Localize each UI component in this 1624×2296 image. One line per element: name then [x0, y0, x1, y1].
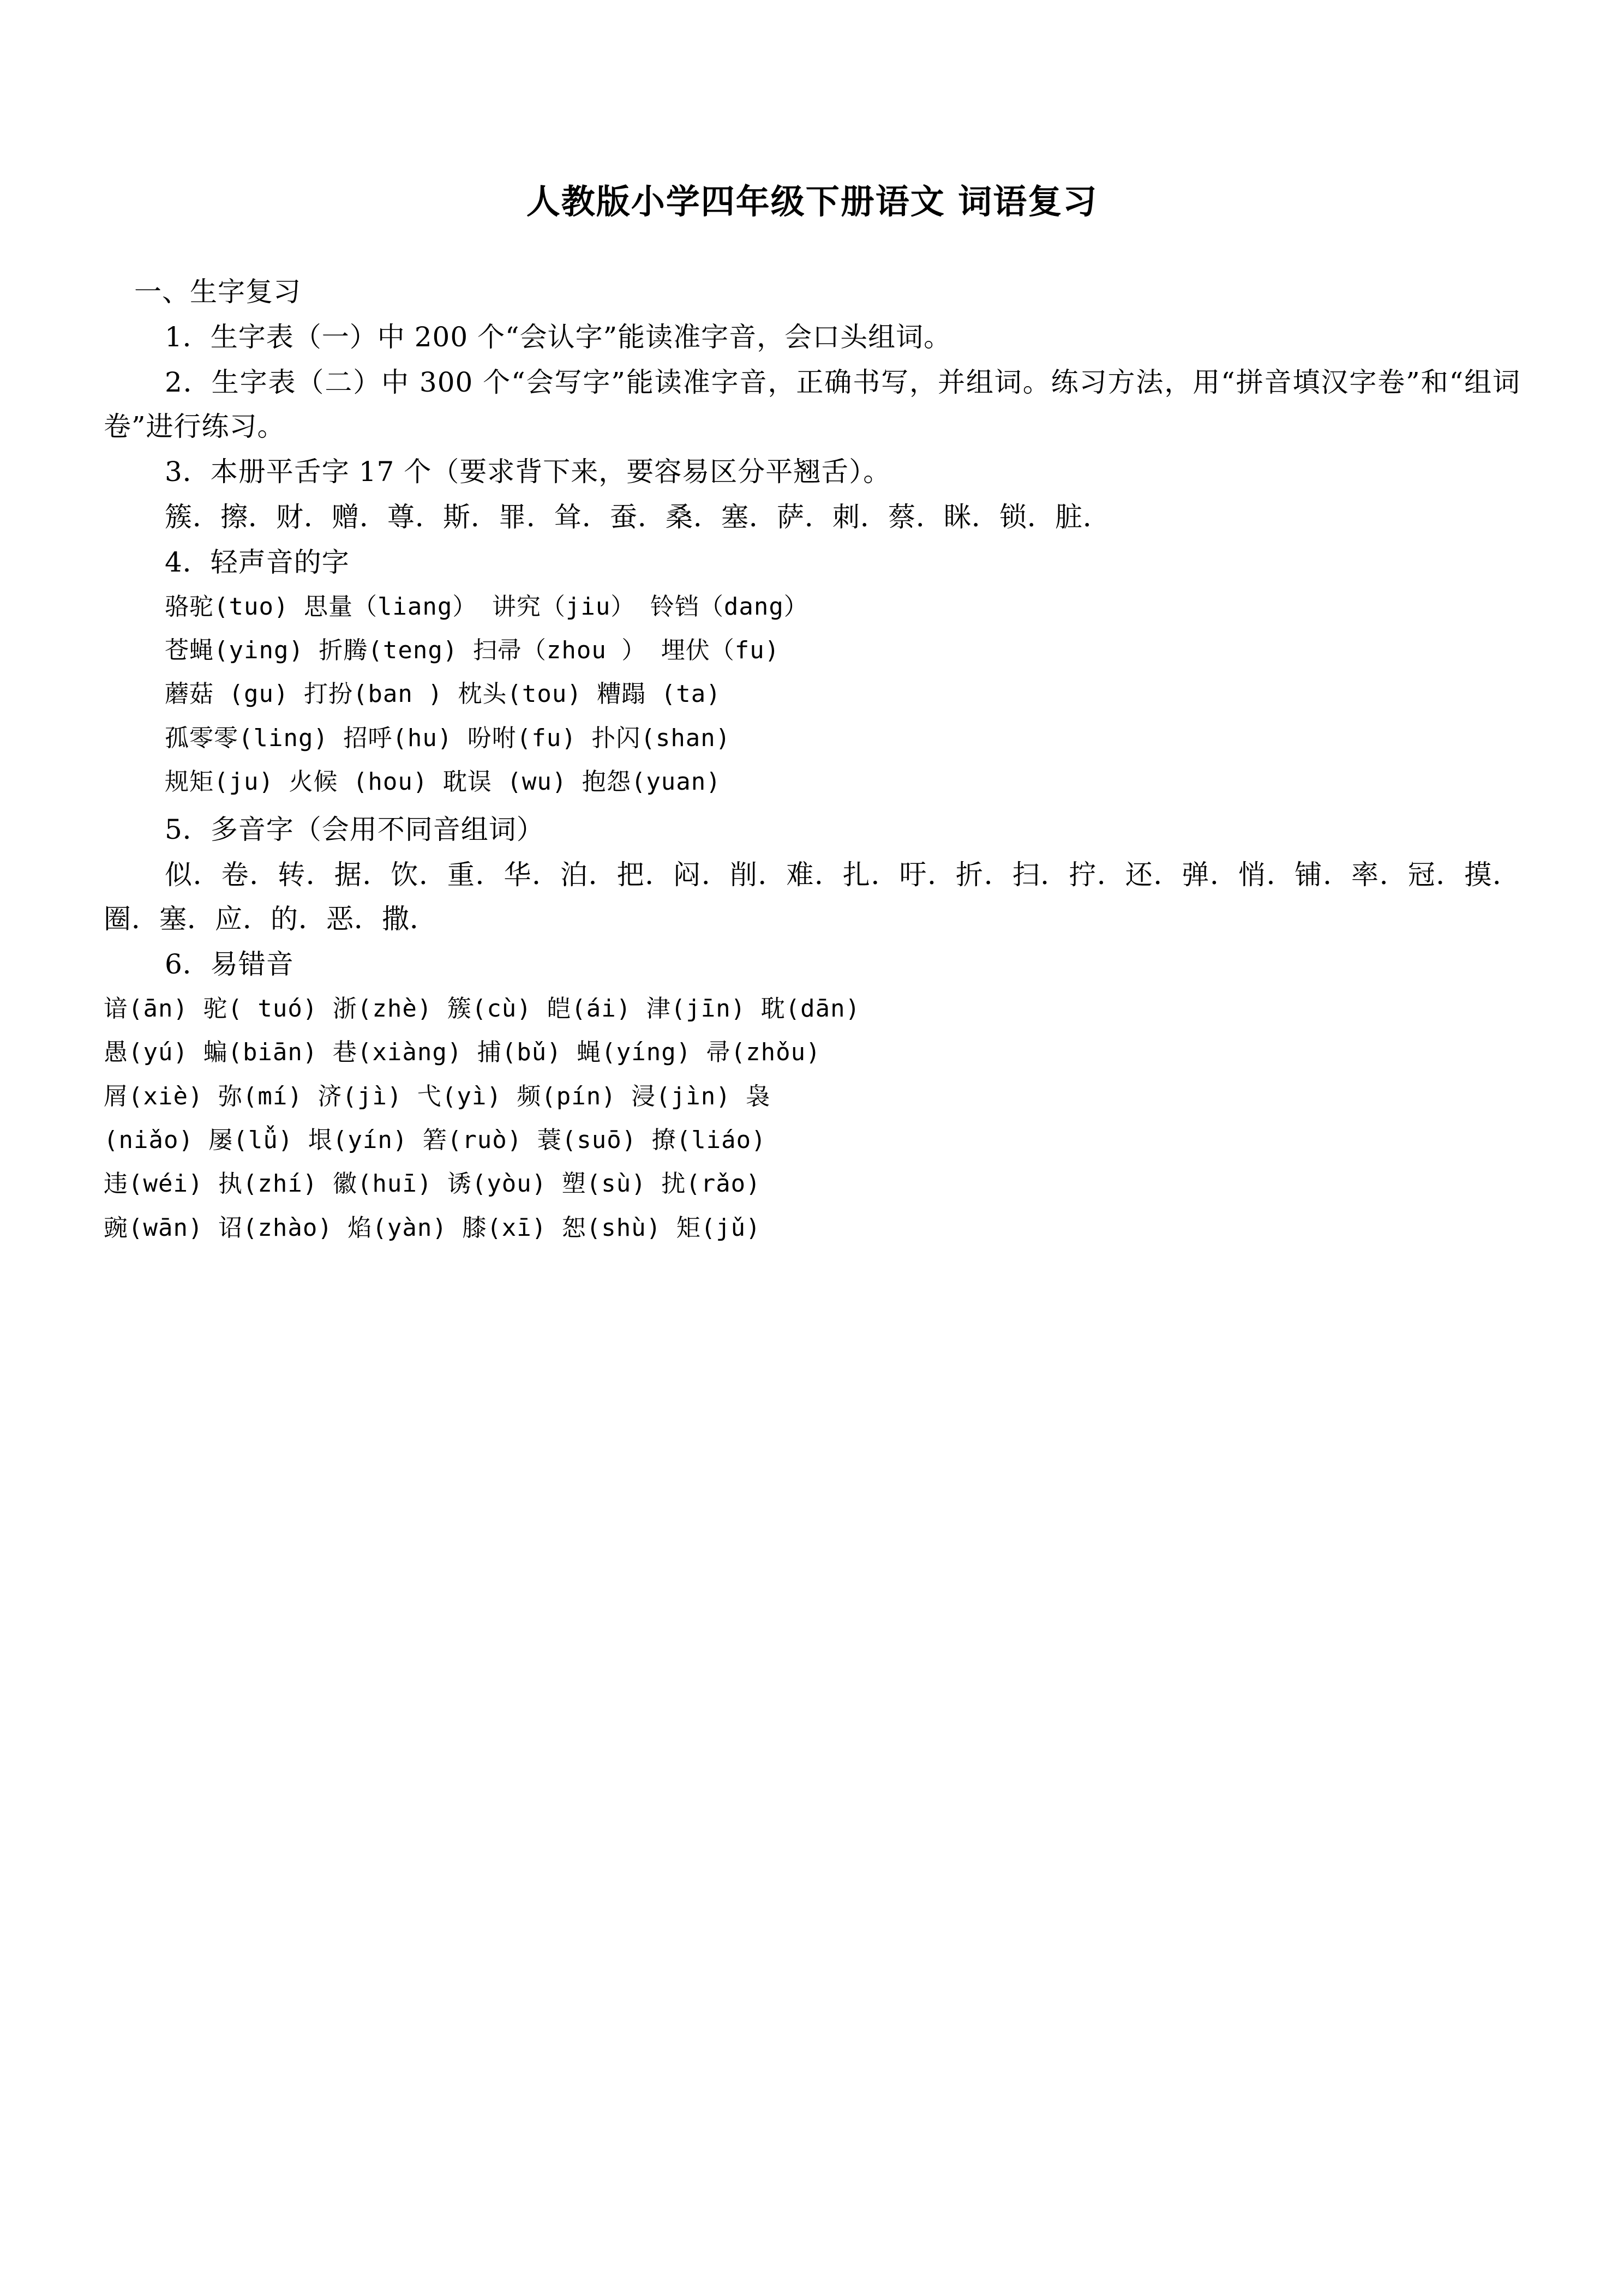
polyphone-characters: 似．卷．转．据．饮．重．华．泊．把．闷．削．难．扎．吁．折．扫．拧．还．弹．悄．铺．率．冠．摸．圈．塞．应．的．恶．撒． — [104, 859, 1520, 935]
light-tone-word-list — [104, 586, 1520, 804]
flat-tongue-characters: 簇．擦．财．赠．尊．斯．罪．耸．蚕．桑．塞．萨．刺．蔡．眯．锁．脏． — [165, 501, 1111, 533]
light-tone-line: 蘑菇 (gu) 打扮(ban ) 枕头(tou) 糟蹋 (ta) — [165, 680, 721, 708]
error-prone-pinyin-list — [104, 988, 1520, 1249]
light-tone-line: 骆驼(tuo) 思量（liang） 讲究（jiu） 铃铛（dang） — [165, 592, 808, 621]
list-item-5-heading: 5．多音字（会用不同音组词） — [165, 814, 544, 846]
list-item-2: 2．生字表（二）中 300 个“会写字”能读准字音，正确书写，并组词。练习方法，用“拼音填汉字卷”和“组词卷”进行练习。 — [104, 366, 1520, 442]
list-item-1: 1．生字表（一）中 200 个“会认字”能读准字音，会口头组词。 — [165, 321, 952, 353]
error-prone-line: 豌(wān) 诏(zhào) 焰(yàn) 膝(xī) 恕(shù) 矩(jǔ) — [104, 1213, 761, 1242]
light-tone-line: 规矩(ju) 火候 (hou) 耽误 (wu) 抱怨(yuan) — [165, 767, 721, 796]
light-tone-line: 苍蝇(ying) 折腾(teng) 扫帚（zhou ） 埋伏（fu) — [165, 636, 780, 664]
page-title: 人教版小学四年级下册语文 词语复习 — [526, 182, 1098, 221]
section-heading-1: 一、生字复习 — [134, 275, 301, 308]
light-tone-line: 孤零零(ling) 招呼(hu) 吩咐(fu) 扑闪(shan) — [165, 724, 731, 752]
error-prone-line: 屑(xiè) 弥(mí) 济(jì) 弋(yì) 频(pín) 浸(jìn) 袅 — [104, 1082, 771, 1110]
document-body — [104, 270, 1520, 1249]
list-item-6-heading: 6．易错音 — [165, 948, 294, 981]
error-prone-line: 愚(yú) 蝙(biān) 巷(xiàng) 捕(bǔ) 蝇(yíng) 帚(zhǒu) — [104, 1038, 821, 1067]
error-prone-line: (niǎo) 屡(lǚ) 垠(yín) 箬(ruò) 蓑(suō) 撩(liáo) — [104, 1126, 766, 1155]
list-item-3: 3．本册平舌字 17 个（要求背下来，要容易区分平翘舌）。 — [165, 455, 891, 488]
error-prone-line: 谙(ān) 驼( tuó) 浙(zhè) 簇(cù) 皑(ái) 津(jīn) 耽(dān) — [104, 995, 861, 1023]
list-item-4-heading: 4．轻声音的字 — [165, 546, 350, 578]
error-prone-line: 违(wéi) 执(zhí) 徽(huī) 诱(yòu) 塑(sù) 扰(rǎo) — [104, 1170, 761, 1198]
